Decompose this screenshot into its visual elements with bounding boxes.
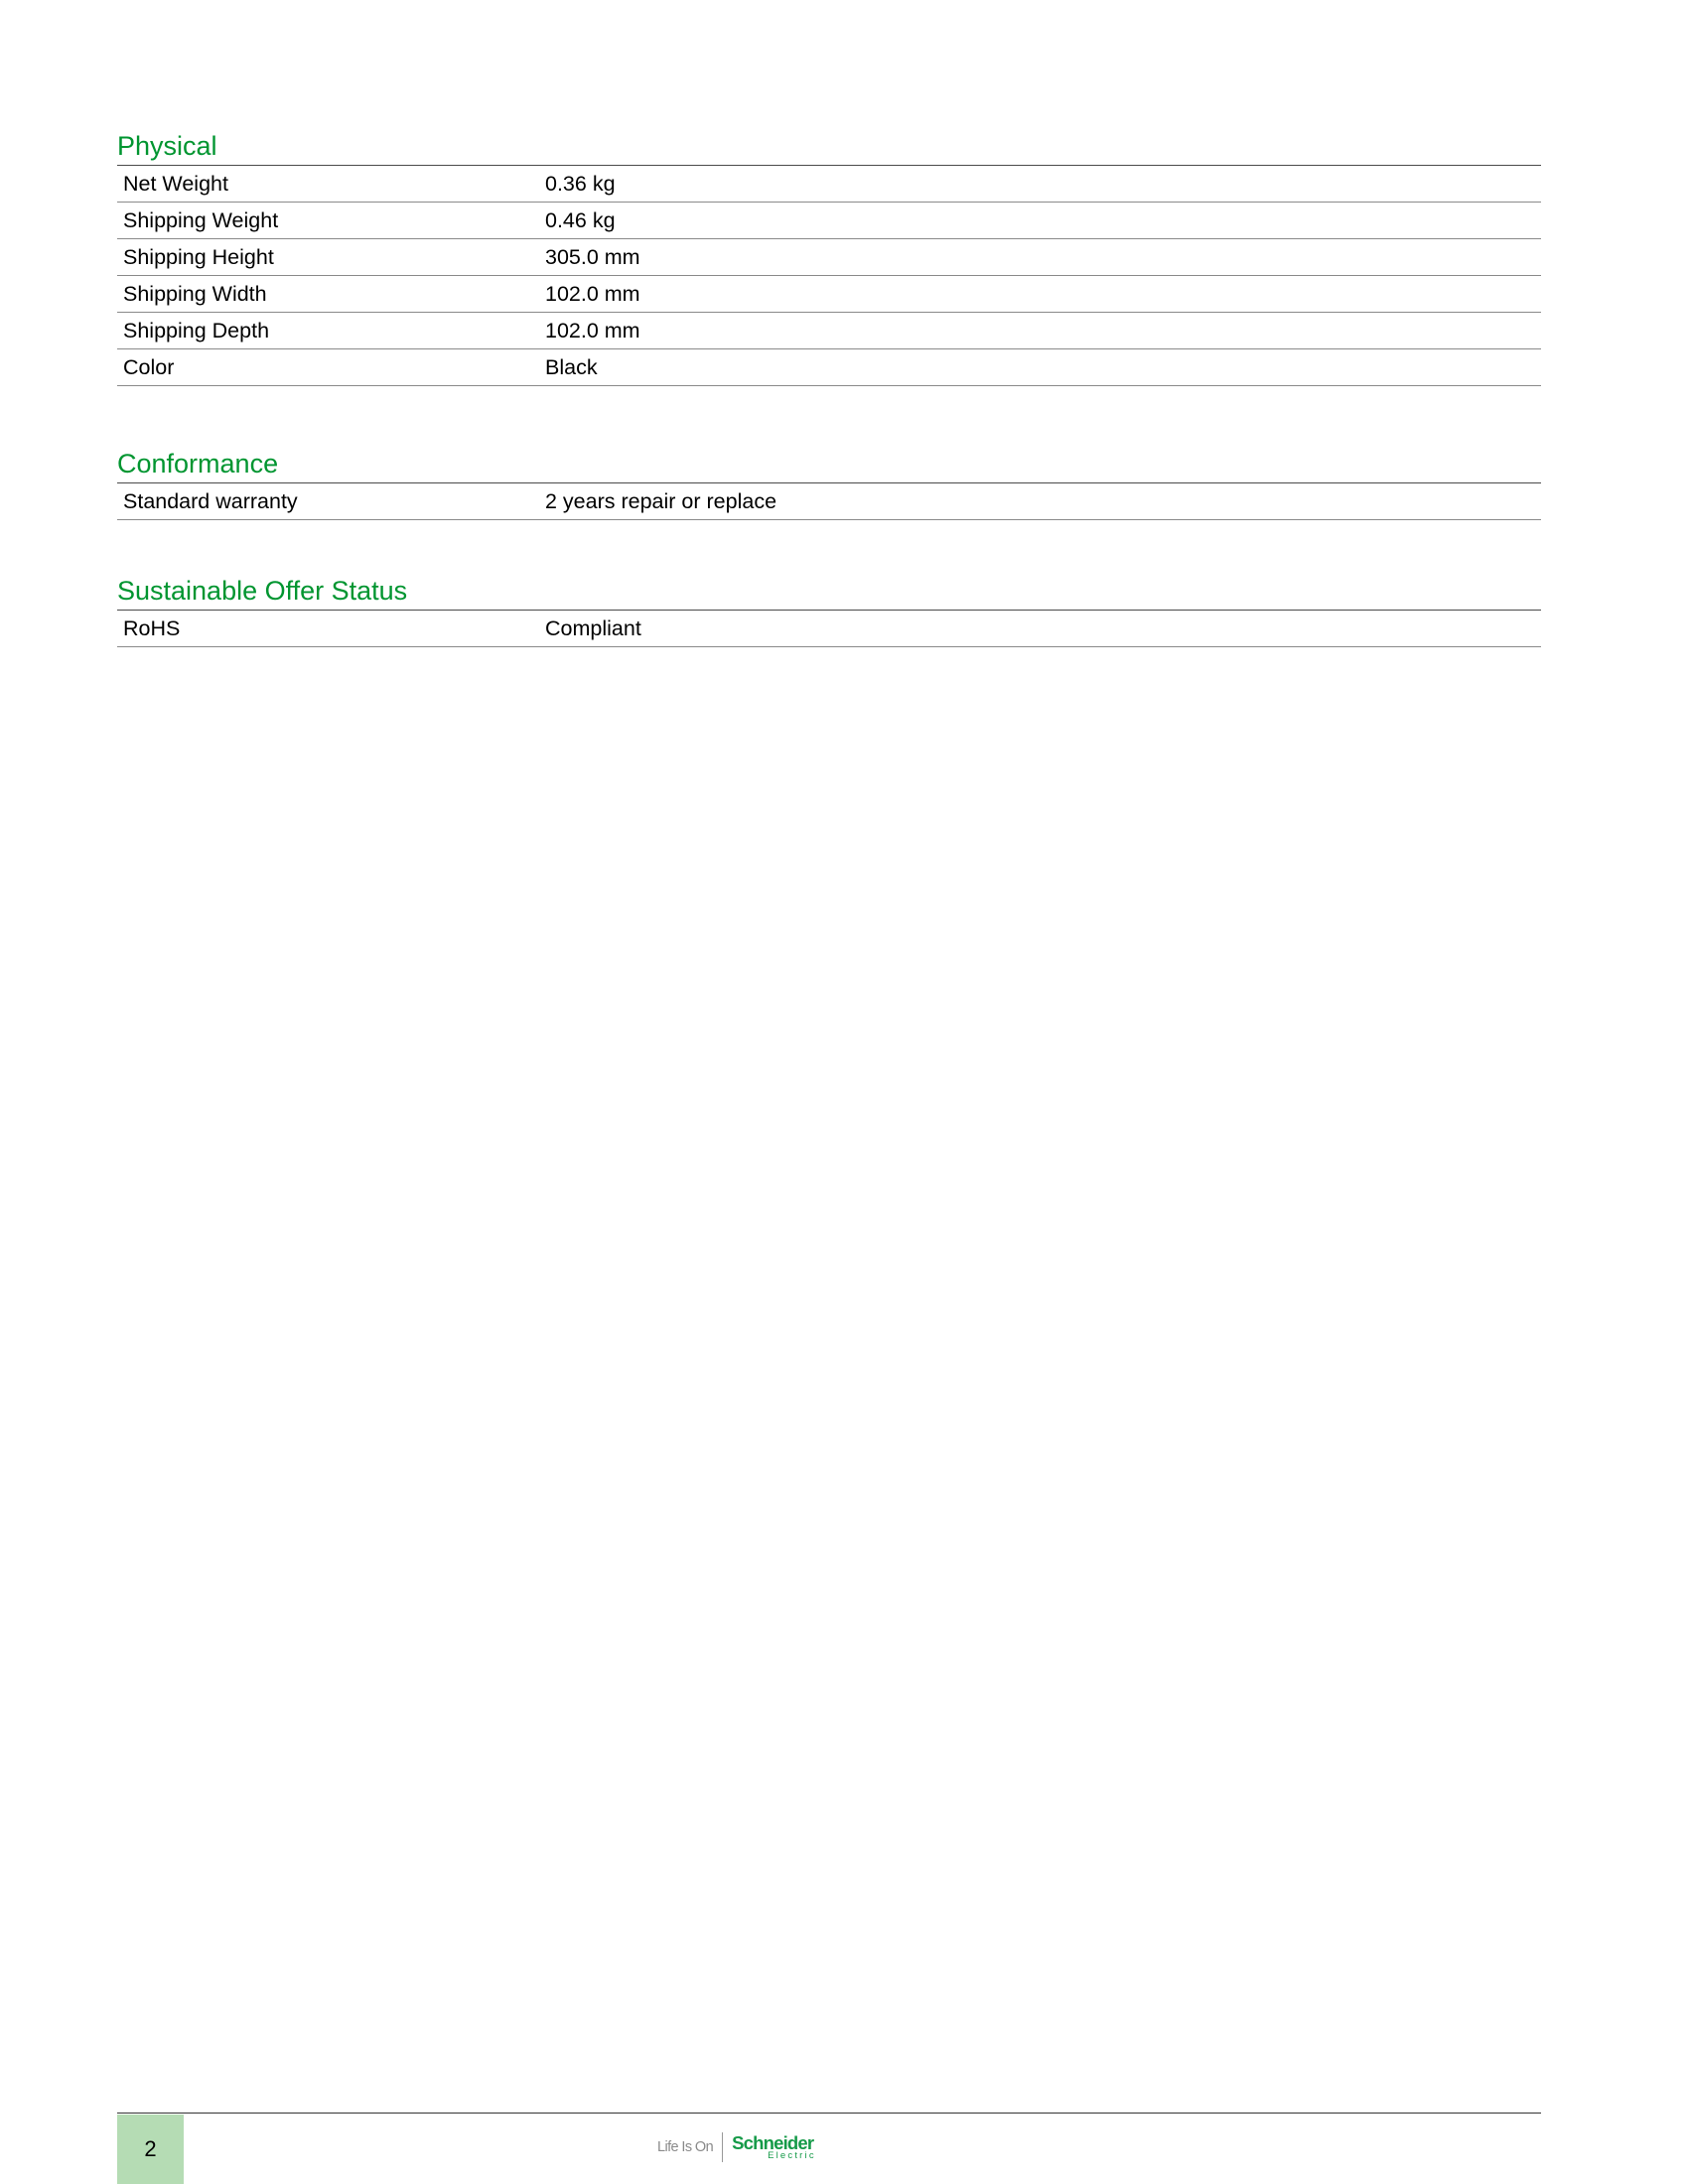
spec-label: Color [117, 349, 539, 386]
table-row [117, 349, 1541, 386]
section-title-sustainable-offer-status: Sustainable Offer Status [117, 576, 1541, 611]
spec-table-sustainable-offer-status [117, 611, 1541, 647]
table-row [117, 483, 1541, 520]
table-row [117, 239, 1541, 276]
table-row [117, 166, 1541, 203]
section-physical [117, 131, 1541, 386]
spec-value: 0.36 kg [539, 166, 1541, 203]
page-number: 2 [117, 2115, 184, 2184]
table-row [117, 276, 1541, 313]
section-sustainable-offer-status [117, 576, 1541, 647]
spec-value: 102.0 mm [539, 313, 1541, 349]
spec-value: 2 years repair or replace [539, 483, 1541, 520]
spec-value: Black [539, 349, 1541, 386]
footer-divider [117, 2113, 1541, 2114]
brand-wordmark [732, 2131, 816, 2161]
spec-label: Net Weight [117, 166, 539, 203]
spec-value: 305.0 mm [539, 239, 1541, 276]
spec-label: RoHS [117, 611, 539, 647]
table-row [117, 203, 1541, 239]
spec-label: Shipping Height [117, 239, 539, 276]
brand-sub: Electric [768, 2150, 816, 2161]
schneider-electric-logo [657, 2130, 816, 2164]
spec-label: Shipping Weight [117, 203, 539, 239]
spec-label: Standard warranty [117, 483, 539, 520]
spec-label: Shipping Depth [117, 313, 539, 349]
spec-value: 102.0 mm [539, 276, 1541, 313]
table-row [117, 611, 1541, 647]
table-row [117, 313, 1541, 349]
spec-label: Shipping Width [117, 276, 539, 313]
life-is-on-tagline: Life Is On [657, 2139, 714, 2155]
spec-value: Compliant [539, 611, 1541, 647]
spec-table-physical [117, 166, 1541, 386]
logo-divider [722, 2132, 723, 2162]
spec-table-conformance [117, 483, 1541, 520]
section-title-physical: Physical [117, 131, 1541, 166]
brand-name: Schneider [732, 2131, 814, 2153]
section-title-conformance: Conformance [117, 449, 1541, 483]
spec-value: 0.46 kg [539, 203, 1541, 239]
section-conformance [117, 449, 1541, 520]
